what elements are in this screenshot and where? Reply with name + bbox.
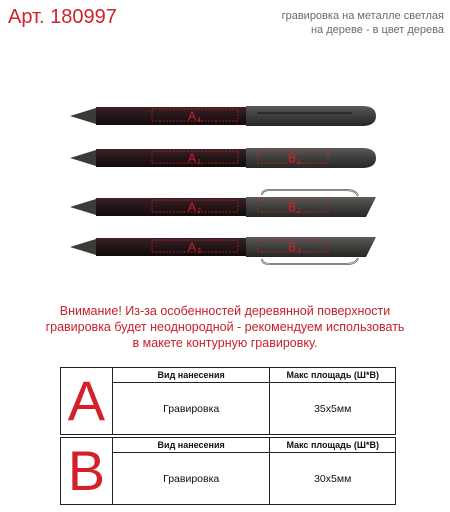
engraving-note-line-2: на дереве - в цвет дерева [310, 24, 444, 36]
header-area-a: Макс площадь (Ш*В) [270, 368, 396, 383]
spec-table-a [60, 367, 396, 435]
pen-1-cap [246, 106, 376, 126]
pen-4-body [96, 238, 246, 256]
pen-3-tip [70, 199, 96, 215]
pen-1-tip [70, 108, 96, 124]
pen-3 [70, 190, 376, 217]
wood-warning [10, 303, 440, 351]
pen-4 [70, 237, 376, 264]
method-b: Гравировка [112, 453, 269, 505]
zone-a1-label: A [188, 151, 197, 165]
pen-3-clip [262, 190, 358, 196]
pen-drawings [0, 95, 450, 275]
zone-a2-label: A [188, 200, 197, 214]
pen-4-tip [70, 239, 96, 255]
zone-b3-label: B [288, 240, 297, 254]
zone-b1-sub: 1 [297, 159, 301, 166]
zone-a2-sub: 2 [197, 208, 201, 215]
article-number: Арт. 180997 [8, 6, 117, 28]
wood-warning-line-2: гравировка будет неоднородной - рекомендуем использовать [45, 320, 405, 334]
zone-a1-sub: 1 [197, 159, 201, 166]
area-b: 30x5мм [270, 453, 396, 505]
area-a: 35x5мм [270, 383, 396, 435]
zone-b2-label: B [288, 200, 297, 214]
pen-1 [70, 106, 376, 126]
header-area-b: Макс площадь (Ш*В) [270, 438, 396, 453]
zone-letter-b: B [61, 438, 113, 505]
pen-2-body [96, 149, 246, 167]
wood-warning-line-1: Внимание! Из-за особенностей деревянной поверхности [59, 304, 391, 318]
pen-1-body [96, 107, 246, 125]
zone-letter-a: A [61, 368, 113, 435]
engraving-note-line-1: гравировка на металле светлая [281, 10, 444, 22]
pen-3-body [96, 198, 246, 216]
spec-table-b [60, 437, 396, 505]
header-method-b: Вид нанесения [112, 438, 269, 453]
header-method-a: Вид нанесения [112, 368, 269, 383]
pen-2-tip [70, 150, 96, 166]
engraving-note [204, 9, 444, 37]
pen-2 [70, 148, 376, 168]
method-a: Гравировка [112, 383, 269, 435]
zone-a4-label: A [188, 109, 197, 123]
wood-warning-line-3: в макете контурную гравировку. [132, 336, 318, 350]
zone-a3-sub: 3 [197, 248, 201, 255]
zone-a3-label: A [188, 240, 197, 254]
zone-a4-sub: 4 [197, 117, 201, 124]
zone-b2-sub: 2 [297, 208, 301, 215]
zone-b3-sub: 3 [297, 248, 301, 255]
pen-4-clip [262, 258, 358, 264]
zone-b1-label: B [288, 151, 297, 165]
